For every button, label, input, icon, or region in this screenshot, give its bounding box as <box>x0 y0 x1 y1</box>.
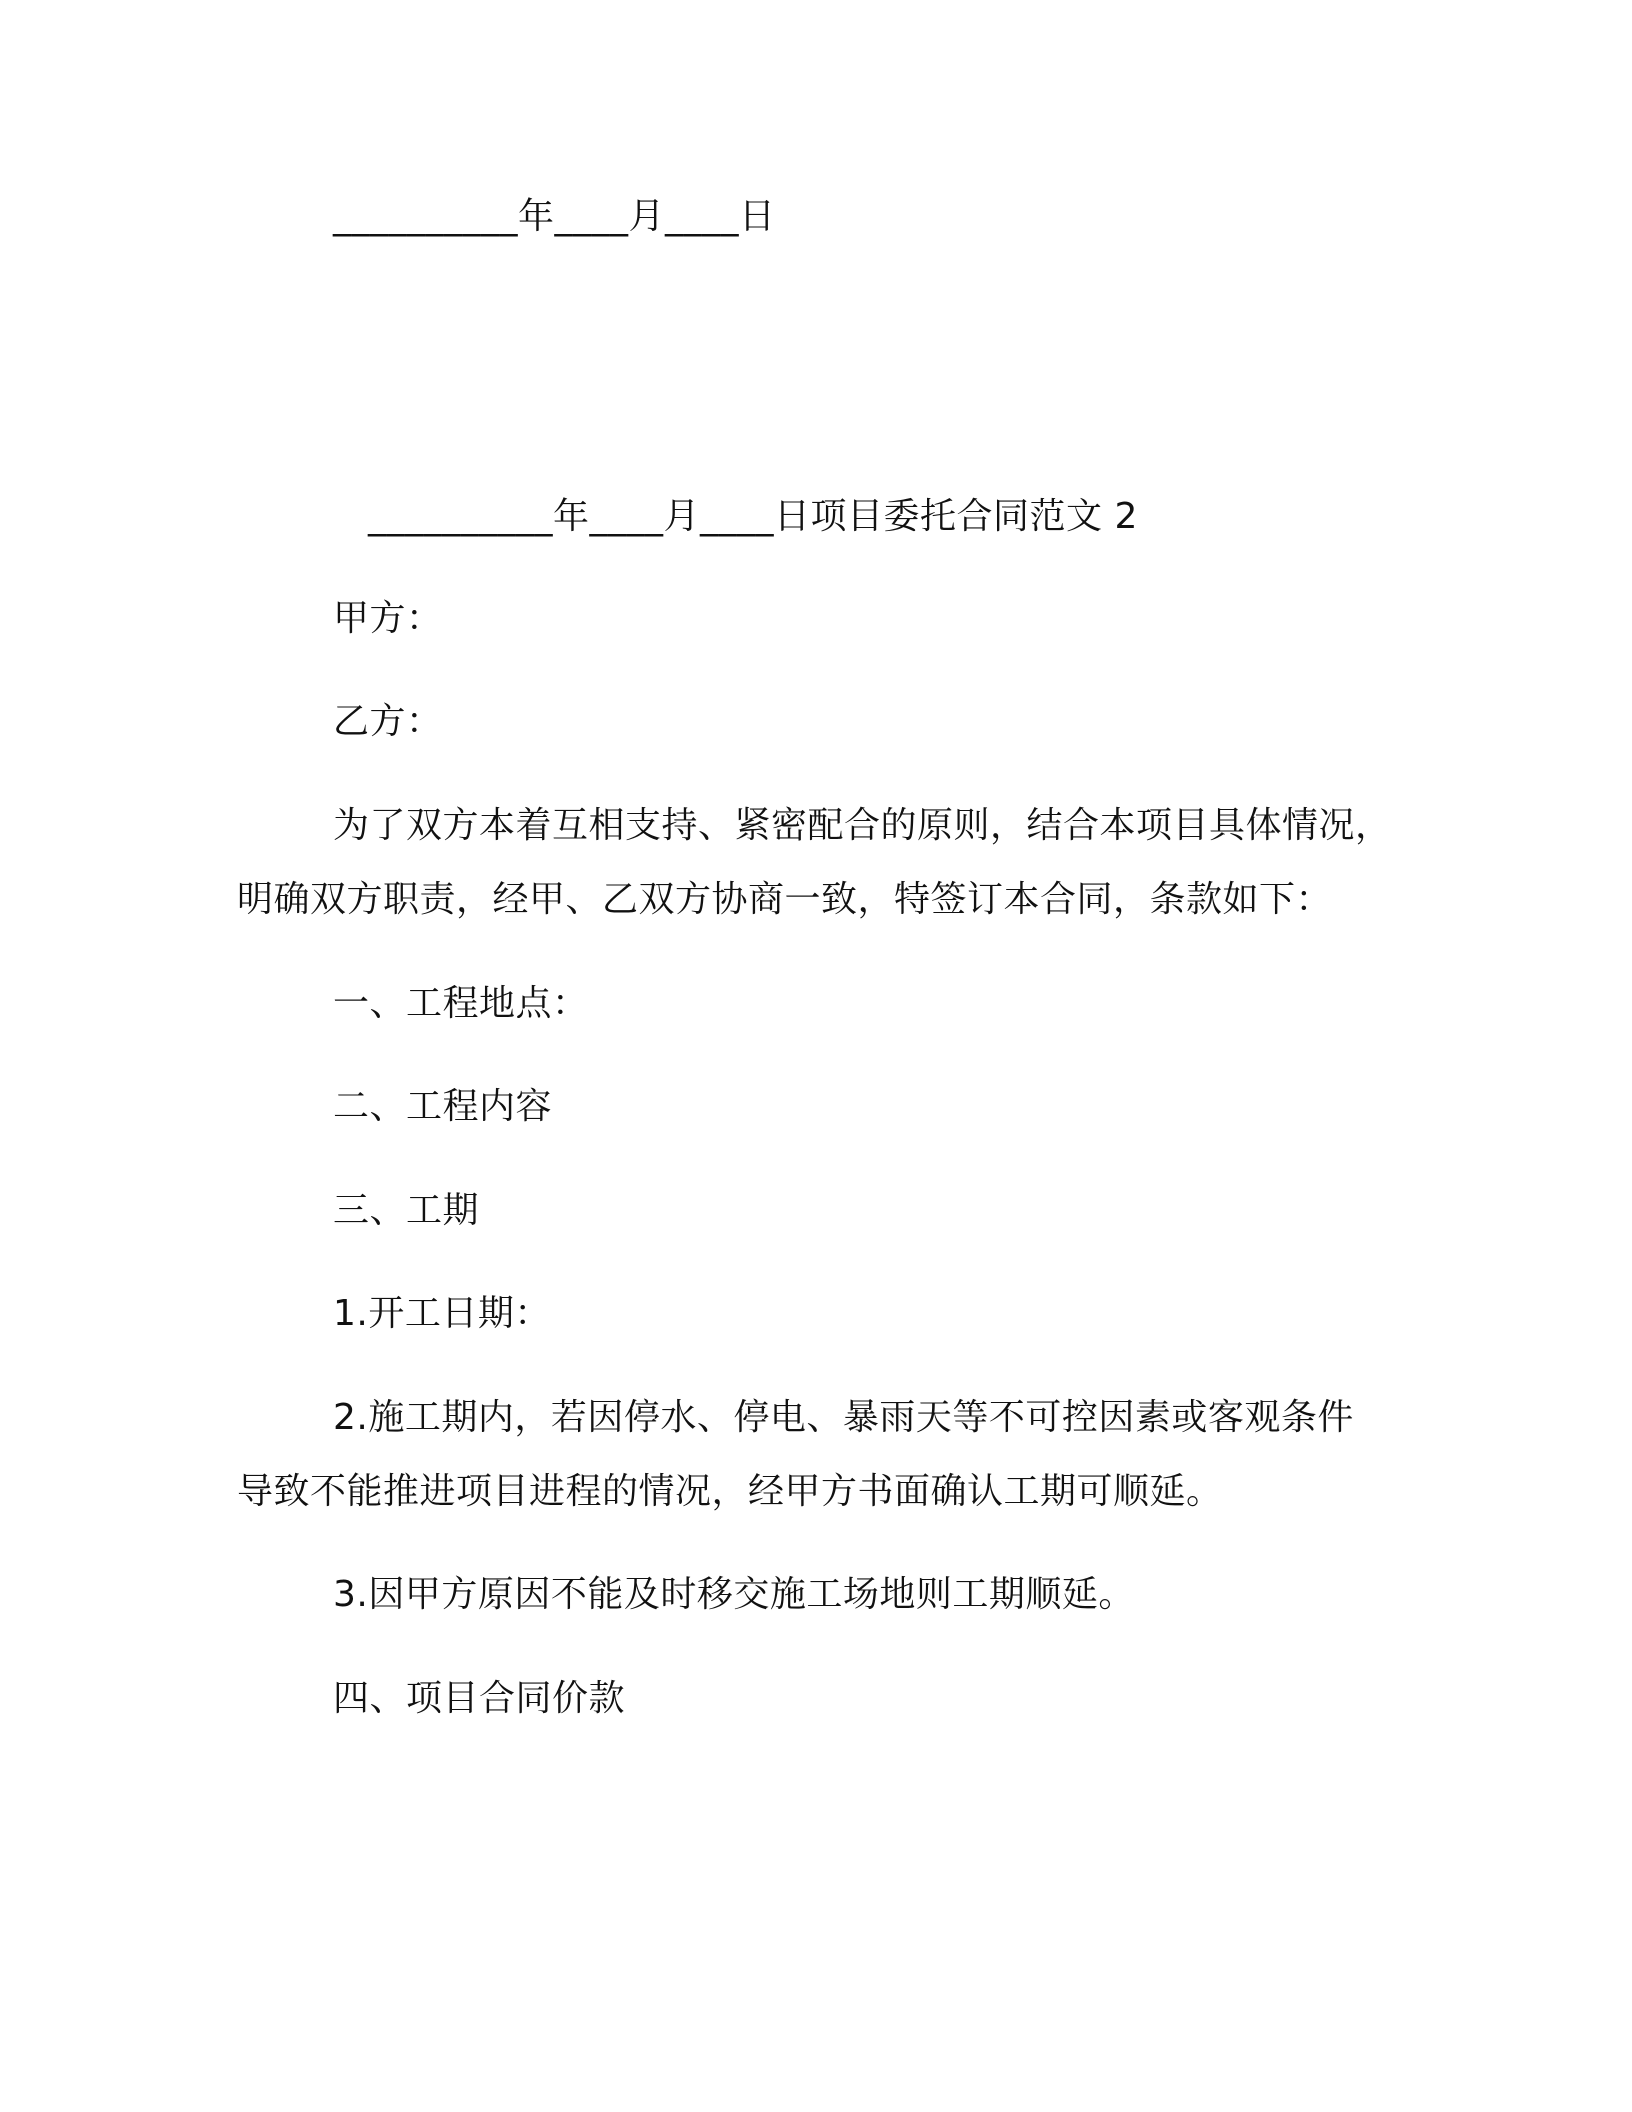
section-heading-4: 四、项目合同价款 <box>333 1678 626 1719</box>
date-line: __________年____月____日 <box>333 196 776 237</box>
section-heading-3: 三、工期 <box>333 1190 480 1231</box>
party-a-label: 甲方： <box>333 598 443 639</box>
party-b-label: 乙方： <box>333 701 443 742</box>
section-heading-1: 一、工程地点： <box>333 983 589 1024</box>
list-item-3: 3.因甲方原因不能及时移交施工场地则工期顺延。 <box>333 1574 1135 1615</box>
list-item-2-line-2: 导致不能推进项目进程的情况，经甲方书面确认工期可顺延。 <box>237 1471 1223 1512</box>
list-item-1: 1.开工日期： <box>333 1293 551 1334</box>
intro-paragraph-line-2: 明确双方职责，经甲、乙双方协商一致，特签订本合同，条款如下： <box>237 879 1333 920</box>
section-heading-2: 二、工程内容 <box>333 1086 553 1127</box>
list-item-2-line-1: 2.施工期内，若因停水、停电、暴雨天等不可控因素或客观条件 <box>333 1397 1354 1438</box>
contract-title: __________年____月____日项目委托合同范文 2 <box>368 496 1138 537</box>
intro-paragraph-line-1: 为了双方本着互相支持、紧密配合的原则，结合本项目具体情况， <box>333 805 1392 846</box>
